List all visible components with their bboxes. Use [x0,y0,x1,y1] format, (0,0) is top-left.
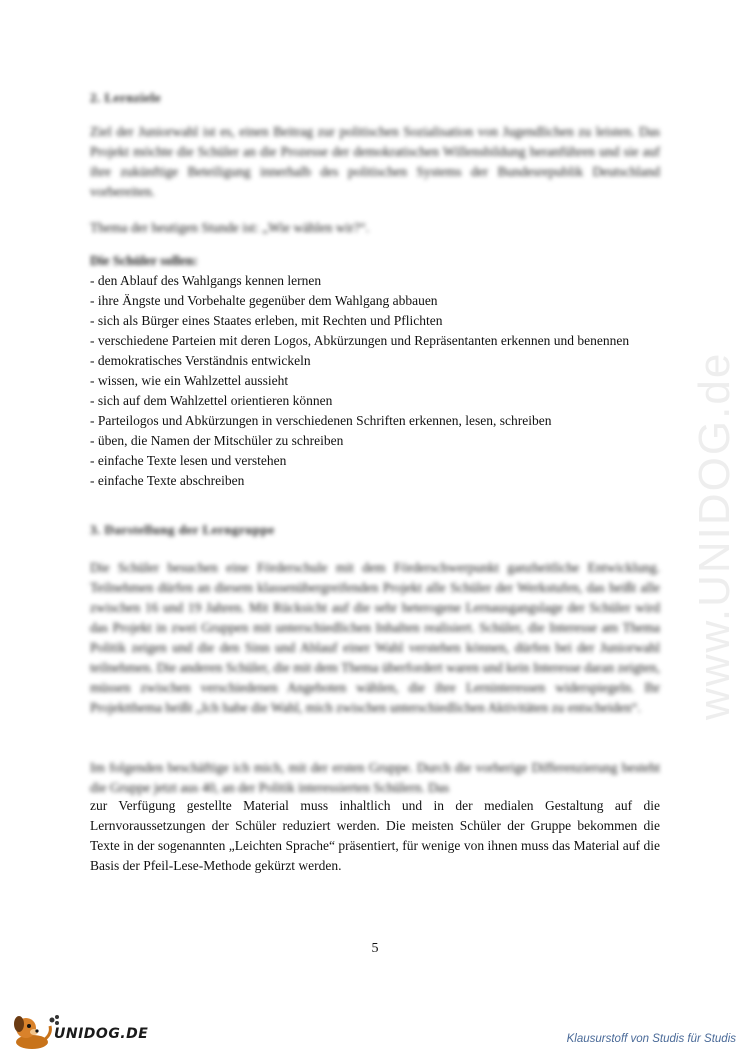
page-number: 5 [371,941,379,956]
section-3-paragraph: Die Schüler besuchen eine Förderschule mit dem Förderschwerpunkt ganzheitliche Entwicklung. Teilnehmen dürfen an diesem klassenübergreifenden Projekt alle Schüler der Werkstufen, das heißt alle zwischen 16 und 19 Jahren. Mit Rücksicht auf die sehr heterogene Lernausgangslage der Schüler wird das Projekt in zwei Gruppen mit unterschiedlichen Inhalten realisiert. Schüler, die Interesse am Thema Politik zeigen und die den Sinn und Ablauf einer Wahl verstehen können, dürfen bei der Juniorwahl teilnehmen. Die anderen Schüler, die mit dem Thema überfordert waren und kein Interesse daran zeigten, müssen zwischen verschiedenen Angeboten wählen, die ihre Lerninteressen widerspiegeln. Ihr Projektthema heißt „Ich habe die Wahl, mich zwischen unterschiedlichen Aktivitäten zu entscheiden“. [90,560,660,715]
section-3-clear-text: zur Verfügung gestellte Material muss inhaltlich und in der medialen Gestaltung auf die Lernvoraussetzungen der Schüler reduziert werden. Die meisten Schüler der Gruppe bekommen die Texte in der sogenannten „Leichten Sprache“ präsentiert, für wenige von ihnen muss das Material auf die Basis der Pfeil-Lese-Methode gekürzt werden. [90,798,660,873]
goals-heading: Die Schüler sollen: [90,253,198,268]
section-2-intro: Ziel der Juniorwahl ist es, einen Beitrag zur politischen Sozialisation von Jugendlichen zu leisten. Das Projekt möchte die Schüler an die Prozesse der demokratischen Willensbildung heranführen und sie auf ihre zukünftige Beteiligung innerhalb des politischen Systems der Bundesrepublik Deutschland vorbereiten. [90,124,660,199]
goal-item: - einfache Texte abschreiben [90,473,245,488]
footer-tagline: Klausurstoff von Studis für Studis [566,1033,736,1045]
watermark: www.UNIDOG.de [690,351,739,720]
goal-item: - sich als Bürger eines Staates erleben, mit Rechten und Pflichten [90,313,443,328]
section-3-heading: 3. Darstellung der Lerngruppe [90,522,275,537]
goal-item: - sich auf dem Wahlzettel orientieren können [90,393,333,408]
goal-item: - üben, die Namen der Mitschüler zu schreiben [90,433,344,448]
section-2-topic: Thema der heutigen Stunde ist: „Wie wählen wir?“. [90,220,370,235]
goal-item: - wissen, wie ein Wahlzettel aussieht [90,373,289,388]
goals-list [90,271,662,491]
goal-item: - Parteilogos und Abkürzungen in verschiedenen Schriften erkennen, lesen, schreiben [90,413,552,428]
goal-item: - verschiedene Parteien mit deren Logos, Abkürzungen und Repräsentanten erkennen und benennen [90,333,630,348]
goal-item: - einfache Texte lesen und verstehen [90,453,287,468]
goal-item: - demokratisches Verständnis entwickeln [90,353,311,368]
section-2-heading: 2. Lernziele [90,90,161,105]
goal-item: - ihre Ängste und Vorbehalte gegenüber dem Wahlgang abbauen [90,293,438,308]
section-3-lead: Im folgenden beschäftige ich mich, mit der ersten Gruppe. Durch die vorherige Differenzierung besteht die Gruppe jetzt aus 40, an der Politik interessierten Schülern. Das [90,760,660,795]
logo-text: UNIDOG.DE [54,1026,149,1042]
goal-item: - den Ablauf des Wahlgangs kennen lernen [90,273,322,288]
